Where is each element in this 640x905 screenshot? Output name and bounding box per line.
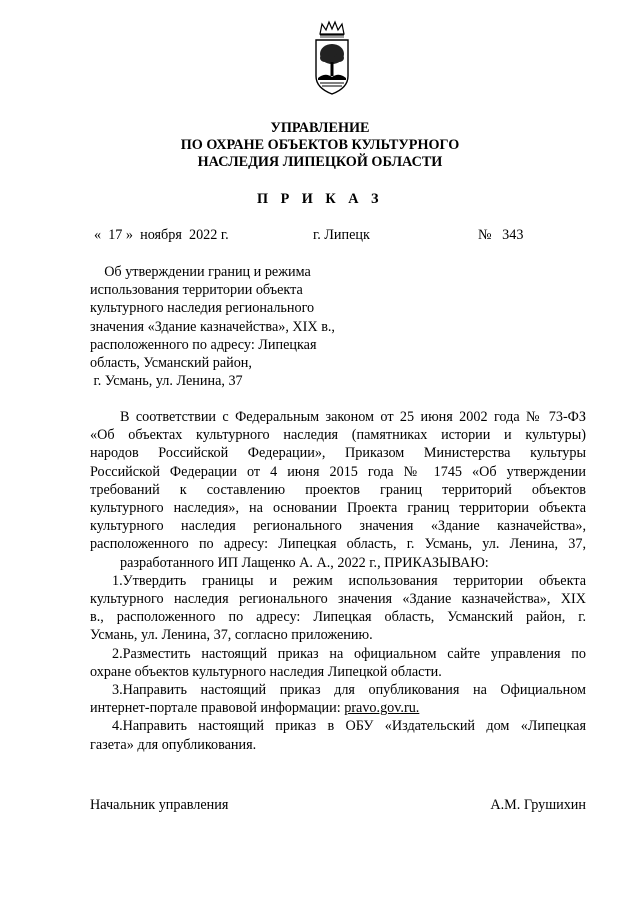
subject-line: расположенного по адресу: Липецкая (90, 336, 317, 353)
item-1-line: 1.Утвердить границы и режим использования территории объекта (112, 572, 586, 589)
subject-line: Об утверждении границ и режима (90, 264, 311, 280)
item-2-line: охране объектов культурного наследия Липецкой области. (90, 663, 442, 680)
preamble-line: «Об объектах культурного наследия (памятниках истории и культуры) (90, 427, 586, 444)
subject-line: значения «Здание казначейства», XIX в., (90, 318, 335, 335)
order-city: г. Липецк (313, 227, 370, 243)
item-2-line: 2.Разместить настоящий приказ на официальном сайте управления по (112, 645, 586, 662)
preamble-line: В соответствии с Федеральным законом от 25 июня 2002 года № 73-ФЗ (120, 409, 586, 425)
item-4-line: газета» для опубликования. (90, 736, 257, 753)
order-body (90, 408, 586, 754)
document-title: П Р И К А З (257, 191, 383, 207)
order-date: « 17 » ноября 2022 г. (94, 227, 229, 243)
item-1-line: культурного наследия регионального значения «Здание казначейства», XIX (90, 591, 586, 608)
subject-line: область, Усманский район, (90, 355, 252, 372)
item-3-text: интернет-портале правовой информации: (90, 700, 345, 717)
order-number: № 343 (478, 227, 524, 243)
org-name-line-3: НАСЛЕДИЯ ЛИПЕЦКОЙ ОБЛАСТИ (197, 154, 443, 170)
pravo-gov-link[interactable]: pravo.gov.ru. (344, 700, 420, 717)
preamble-line: расположенного по адресу: Липецкая область, г. Усмань, ул. Ленина, 37, (90, 536, 586, 553)
org-name-line-1: УПРАВЛЕНИЕ (270, 120, 370, 136)
item-1-line: Усмань, ул. Ленина, 37, согласно приложению. (90, 627, 373, 644)
coat-of-arms-icon (312, 20, 352, 96)
item-4-line: 4.Направить настоящий приказ в ОБУ «Издательский дом «Липецкая (112, 718, 586, 735)
preamble-line: культурного наследия», на основании Проекта границ территории объекта (90, 500, 586, 517)
preamble-line: Российской Федерации от 4 июня 2015 года № 1745 «Об утверждении (90, 463, 586, 480)
item-1-line: в., расположенного по адресу: Липецкая область, Усманский район, г. (90, 609, 586, 626)
subject-line: культурного наследия регионального (90, 300, 315, 317)
signatory-title: Начальник управления (90, 797, 229, 813)
preamble-line: народов Российской Федерации», Приказом Министерства культуры (90, 445, 586, 462)
subject-line: использования территории объекта (90, 282, 303, 299)
preamble-line: разработанного ИП Лащенко А. А., 2022 г., ПРИКАЗЫВАЮ: (120, 554, 489, 571)
item-3-line (90, 699, 586, 717)
preamble-line: культурного наследия регионального значения «Здание казначейства», (90, 518, 586, 535)
order-subject (90, 263, 390, 390)
org-name-line-2: ПО ОХРАНЕ ОБЪЕКТОВ КУЛЬТУРНОГО (180, 137, 460, 153)
item-3-line: 3.Направить настоящий приказ для опубликования на Официальном (112, 682, 586, 699)
signatory-name: А.М. Грушихин (490, 797, 586, 813)
subject-line: г. Усмань, ул. Ленина, 37 (90, 373, 243, 390)
preamble-line: требований к составлению проектов границ территорий объектов (90, 481, 586, 498)
